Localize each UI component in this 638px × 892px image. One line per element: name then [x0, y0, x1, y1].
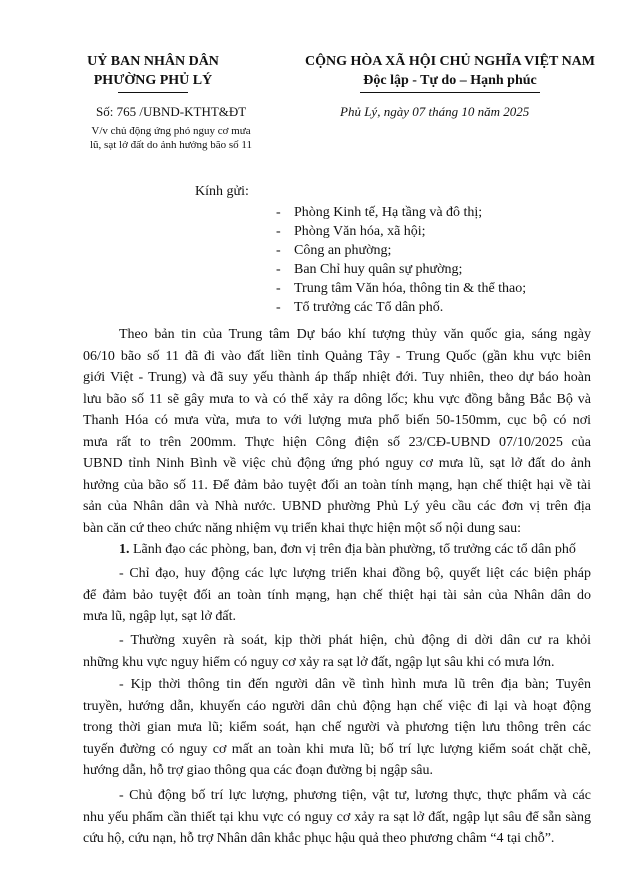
recipient-text: Phòng Văn hóa, xã hội; [294, 224, 426, 239]
paragraph-line: lưu bão số 11 sẽ gây mưa to và có thể xảy ra dông lốc; khu vực đồng bằng Bắc Bộ và [83, 391, 591, 407]
issuer-name: UỶ BAN NHÂN DÂN [87, 54, 219, 69]
document-subject [78, 124, 264, 152]
paragraph-line: giới Việt - Trung) và đã suy yếu thành áp thấp nhiệt đới. Tuy nhiên, theo dự báo hoàn [83, 370, 591, 385]
task-paragraph-2 [83, 630, 591, 673]
recipient-dash: - [276, 300, 281, 315]
recipient-dash: - [276, 224, 281, 239]
document-number: Số: 765 /UBND-KTHT&ĐT [96, 104, 247, 119]
issuer-underline [118, 92, 188, 93]
task-paragraph-3 [83, 674, 591, 782]
paragraph-line: - Chỉ đạo, huy động các lực lượng triển khai đồng bộ, quyết liệt các biện pháp [119, 566, 591, 581]
section-title: Lãnh đạo các phòng, ban, đơn vị trên địa bàn phường, tổ trưởng các tổ dân phố [129, 542, 576, 557]
national-title: CỘNG HÒA XÃ HỘI CHỦ NGHĨA VIỆT NAM [304, 54, 595, 69]
recipient-item [276, 260, 462, 279]
task-paragraph-1 [83, 563, 591, 628]
issue-date: Phủ Lý, ngày 07 tháng 10 năm 2025 [340, 104, 530, 119]
paragraph-line: bàn căn cứ theo chức năng nhiệm vụ triển khai thực hiện một số nội dung sau: [83, 520, 521, 536]
recipient-text: Tổ trưởng các Tổ dân phố. [294, 300, 444, 315]
recipient-item [276, 279, 526, 298]
paragraph-line: 06/10 bão số 11 đã đi vào đất liền tỉnh Quảng Tây - Trung Quốc (gần khu vực biên [83, 348, 591, 364]
paragraph-line: - Kịp thời thông tin đến người dân về tình hình mưa lũ trên địa bàn; Tuyên [119, 677, 591, 692]
subject-line-2: lũ, sạt lở đất do ảnh hưởng bão số 11 [89, 139, 252, 151]
recipient-item [276, 241, 391, 260]
paragraph-line: hưởng của bão số 11. Để đảm bảo tuyệt đối an toàn tính mạng, hạn chế thiệt hại về tài [83, 477, 591, 493]
paragraph-line: tuyến đường có nguy cơ mất an toàn khi mưa lũ; bố trí lực lượng kiểm soát chặt chẽ, [83, 741, 591, 757]
section-heading-line [83, 539, 591, 561]
paragraph-line: mưa lũ, ngập lụt, sạt lở đất. [83, 609, 237, 624]
paragraph-line: để đảm bảo tuyệt đối an toàn tính mạng, hạn chế thiệt hại tài sản của Nhân dân do [83, 587, 591, 603]
paragraph-line: - Thường xuyên rà soát, kịp thời phát hiện, chủ động di dời dân cư ra khỏi [119, 633, 591, 648]
recipient-dash: - [276, 262, 281, 277]
national-motto: Độc lập - Tự do – Hạnh phúc [363, 73, 537, 88]
paragraph-line: sản của Nhân dân và Nhà nước. UBND phường Phủ Lý yêu cầu các đơn vị trên địa [83, 499, 591, 514]
recipients-label: Kính gửi: [195, 184, 249, 199]
motto-underline [360, 92, 540, 93]
subject-line-1: V/v chủ động ứng phó nguy cơ mưa [91, 125, 251, 137]
section-1-heading [83, 539, 591, 561]
task-paragraph-4 [83, 785, 591, 850]
paragraph-line: truyền, hướng dẫn, khuyến cáo người dân chủ động hạn chế việc đi lại và hoạt động [83, 698, 591, 714]
intro-paragraph [83, 324, 591, 539]
recipient-item [276, 203, 482, 222]
section-number: 1. [119, 542, 130, 557]
recipient-text: Ban Chỉ huy quân sự phường; [294, 262, 463, 277]
recipient-dash: - [276, 281, 281, 296]
paragraph-line: trong thời gian mưa lũ; kiểm soát, hạn chế người và phương tiện lưu thông trên các [83, 720, 591, 735]
issuer-unit: PHƯỜNG PHỦ LÝ [93, 73, 213, 88]
paragraph-line: những khu vực nguy hiểm có nguy cơ xảy ra sạt lở đất, ngập lụt sâu khi có mưa lớn. [83, 654, 555, 670]
recipient-text: Công an phường; [294, 243, 392, 258]
recipient-dash: - [276, 205, 281, 220]
paragraph-line: - Chủ động bố trí lực lượng, phương tiện, vật tư, lương thực, thực phẩm và các [119, 788, 591, 803]
paragraph-line: mưa rất to trên 200mm. Thực hiện Công điện số 23/CĐ-UBND 07/10/2025 của [83, 434, 591, 450]
recipient-dash: - [276, 243, 281, 258]
paragraph-line: cứu hộ, cứu nạn, hỗ trợ Nhân dân khắc phục hậu quả theo phương châm “4 tại chỗ”. [83, 831, 555, 846]
paragraph-line: nhu yếu phẩm cần thiết tại khu vực có nguy cơ xảy ra sạt lở đất, ngập lụt sâu để sẵn sàng [83, 809, 591, 825]
paragraph-line: UBND tỉnh Ninh Bình về việc chủ động ứng phó nguy cơ mưa lũ, sạt lở đất do ảnh [83, 456, 591, 471]
paragraph-line: Thanh Hóa có mưa vừa, mưa to với lượng mưa phổ biến 50-150mm, cục bộ có nơi [83, 413, 591, 428]
recipient-item [276, 222, 426, 241]
paragraph-line: Theo bản tin của Trung tâm Dự báo khí tượng thủy văn quốc gia, sáng ngày [119, 327, 591, 342]
recipient-text: Phòng Kinh tế, Hạ tầng và đô thị; [294, 205, 483, 220]
paragraph-line: hướng dẫn, hỗ trợ giao thông qua các đoạn đường bị ngập sâu. [83, 763, 433, 778]
recipient-item [276, 298, 443, 317]
recipient-text: Trung tâm Văn hóa, thông tin & thể thao; [294, 281, 527, 296]
